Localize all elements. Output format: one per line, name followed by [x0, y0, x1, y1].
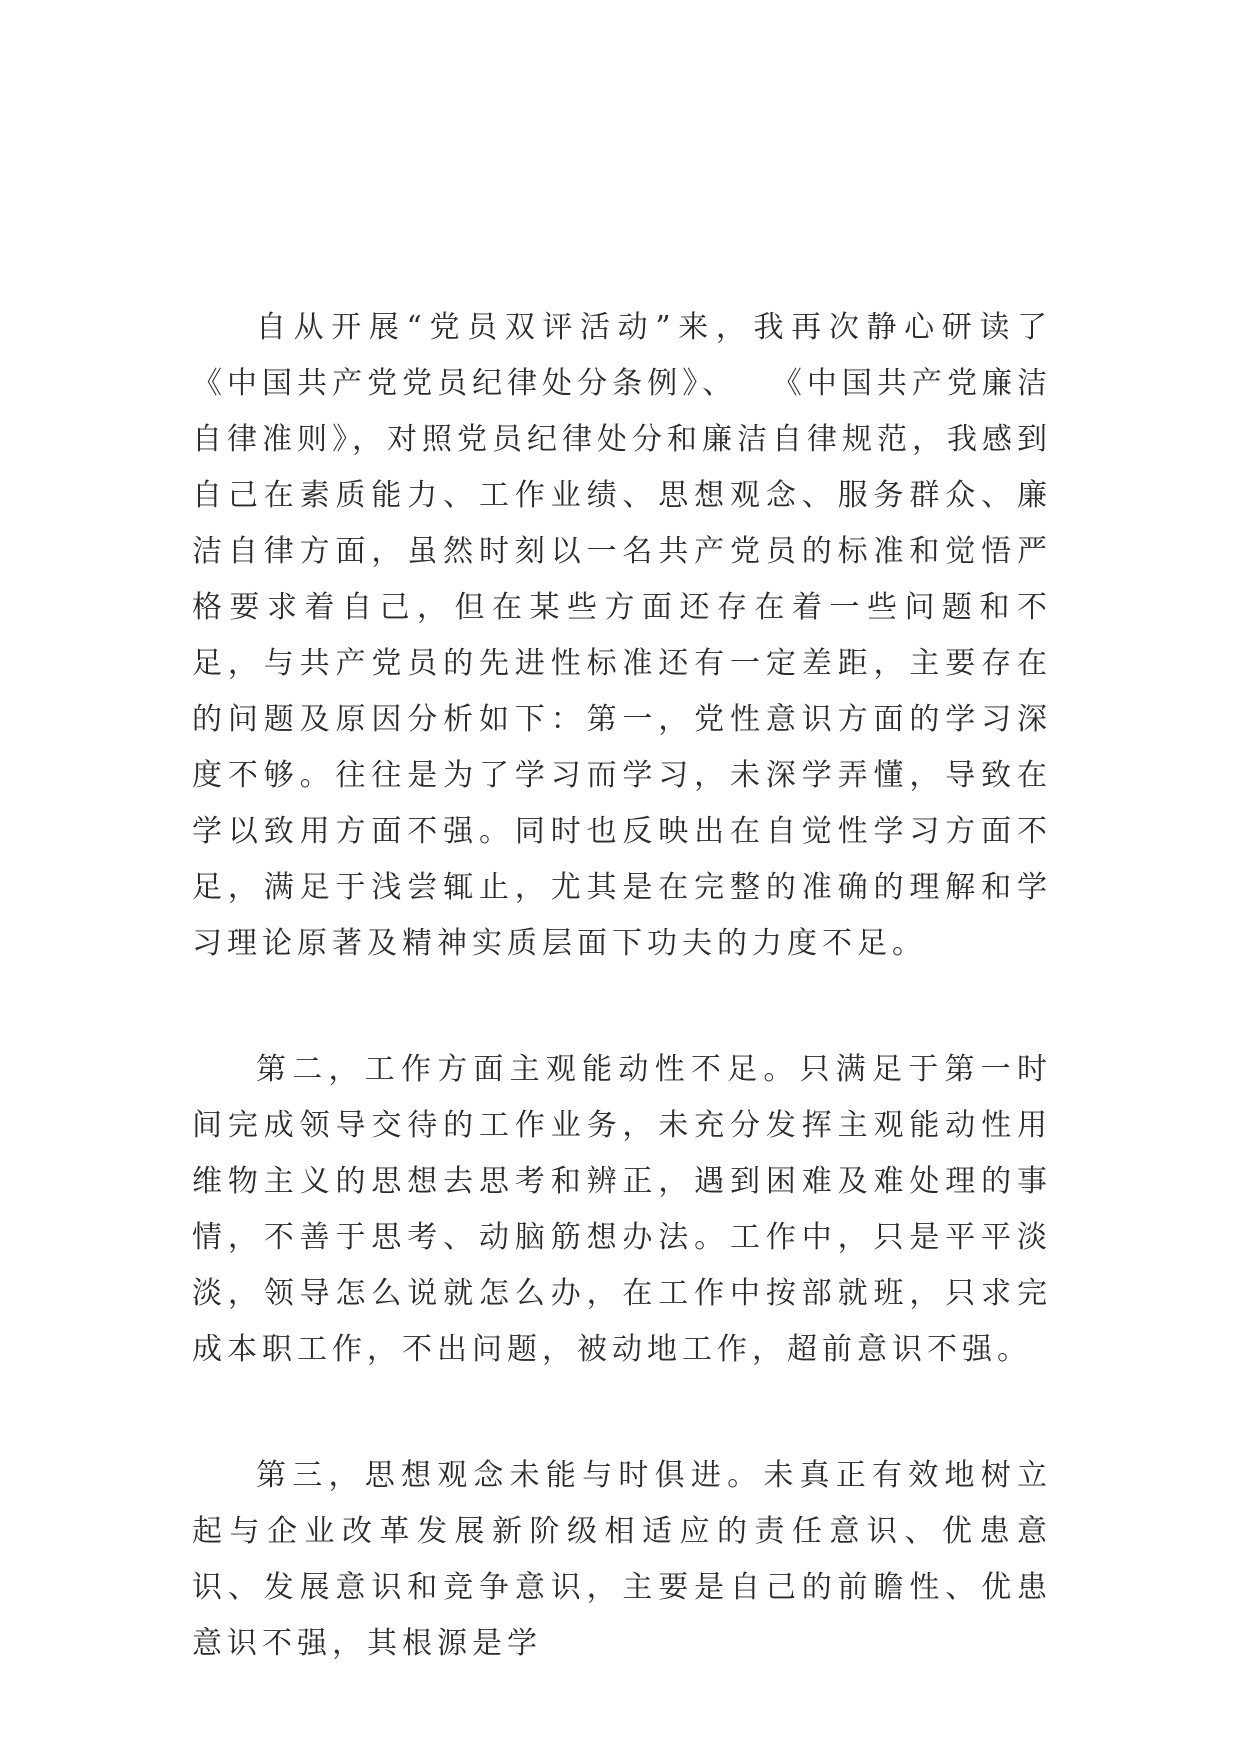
paragraph-3: 第三，思想观念未能与时俱进。未真正有效地树立起与企业改革发展新阶级相适应的责任意识、优患意识、发展意识和竞争意识，主要是自己的前瞻性、优患意识不强，其根源是学	[192, 1458, 1052, 1661]
paragraph-2: 第二，工作方面主观能动性不足。只满足于第一时间完成领导交待的工作业务，未充分发挥主观能动性用维物主义的思想去思考和辨正，遇到困难及难处理的事情，不善于思考、动脑筋想办法。工作中，只是平平淡淡，领导怎么说就怎么办，在工作中按部就班，只求完成本职工作，不出问题，被动地工作，超前意识不强。	[192, 1052, 1052, 1367]
paragraph-1: 自从开展“党员双评活动”来，我再次静心研读了《中国共产党党员纪律处分条例》、 《中国共产党廉洁自律准则》，对照党员纪律处分和廉洁自律规范，我感到自己在素质能力、工作业绩、思想观念、服务群众、廉洁自律方面，虽然时刻以一名共产党员的标准和觉悟严格要求着自己，但在某些方面还存在着一些问题和不足，与共产党员的先进性标准还有一定差距，主要存在的问题及原因分析如下：第一，党性意识方面的学习深度不够。往往是为了学习而学习，未深学弄懂，导致在学以致用方面不强。同时也反映出在自觉性学习方面不足，满足于浅尝辄止，尤其是在完整的准确的理解和学习理论原著及精神实质层面下功夫的力度不足。	[192, 310, 1052, 961]
document-body	[192, 300, 1052, 1672]
